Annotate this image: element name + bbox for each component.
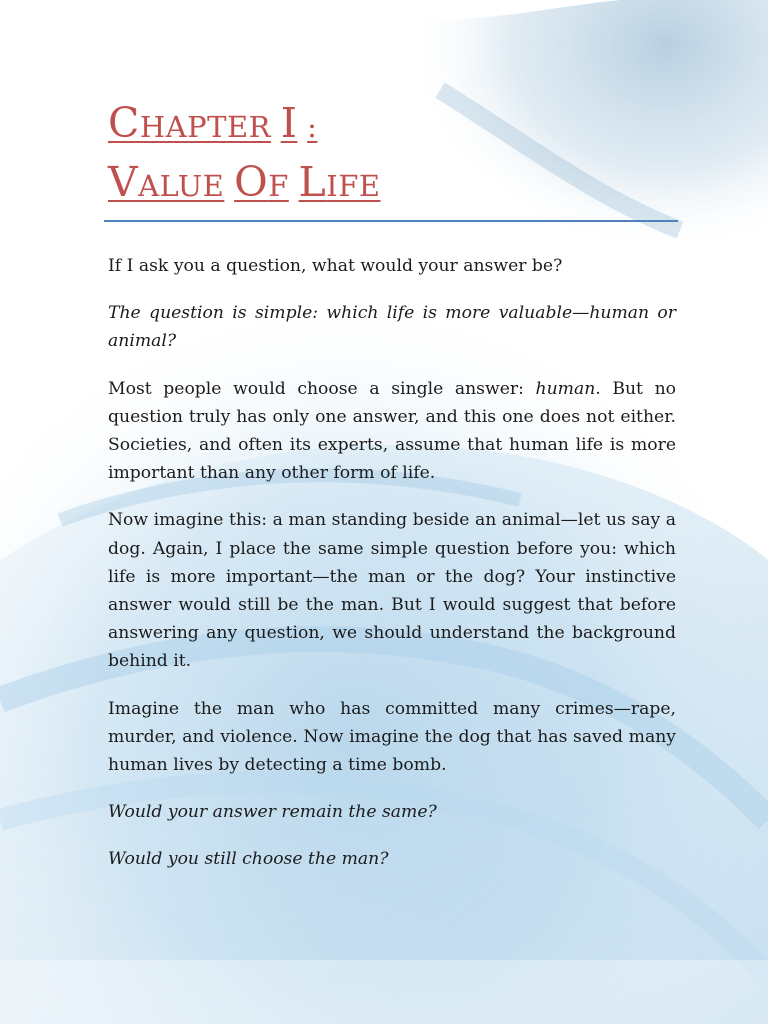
paragraph-question: If I ask you a question, what would your answer be? — [108, 256, 563, 276]
paragraph-text: Most people would choose a single answer: — [108, 378, 536, 399]
chapter-title-word: LIFE — [298, 158, 381, 206]
chapter-title-line-1 — [108, 96, 676, 155]
heading-divider — [104, 220, 678, 222]
chapter-title-line-2 — [108, 155, 676, 214]
paragraph-choose-man: Would you still choose the man? — [108, 849, 389, 870]
paragraph-man-and-dog: Now imagine this: a man standing beside an animal—let us say a dog. Again, I place the same simple question before you: which life is more important—the man or the dog? Your instinctive answer would still be the man. But I would suggest that before answering any question, we should understand the background behind it. — [108, 510, 676, 672]
chapter-number: I — [280, 99, 298, 147]
page-content — [108, 96, 676, 893]
paragraph-crimes: Imagine the man who has committed many crimes—rape, murder, and violence. Now imagine the dog that has saved many human lives by detecting a time bomb. — [108, 698, 676, 776]
chapter-body — [108, 252, 676, 874]
chapter-title-word: OF — [234, 158, 289, 206]
chapter-word: CHAPTER — [108, 99, 271, 147]
chapter-title — [108, 96, 676, 214]
paragraph-simple-question: The question is simple: which life is more valuable—human or animal? — [108, 303, 676, 352]
paragraph-text: . But no question truly has only one answer, and this one does not either. Societies, and often its experts, assume that human life is more important than any other form of life. — [108, 378, 676, 484]
paragraph-single-answer — [108, 375, 676, 488]
emphasis-human: human — [535, 378, 596, 399]
chapter-colon: : — [307, 110, 318, 144]
paragraph-answer-same: Would your answer remain the same? — [108, 802, 437, 823]
chapter-title-word: VALUE — [108, 158, 225, 206]
